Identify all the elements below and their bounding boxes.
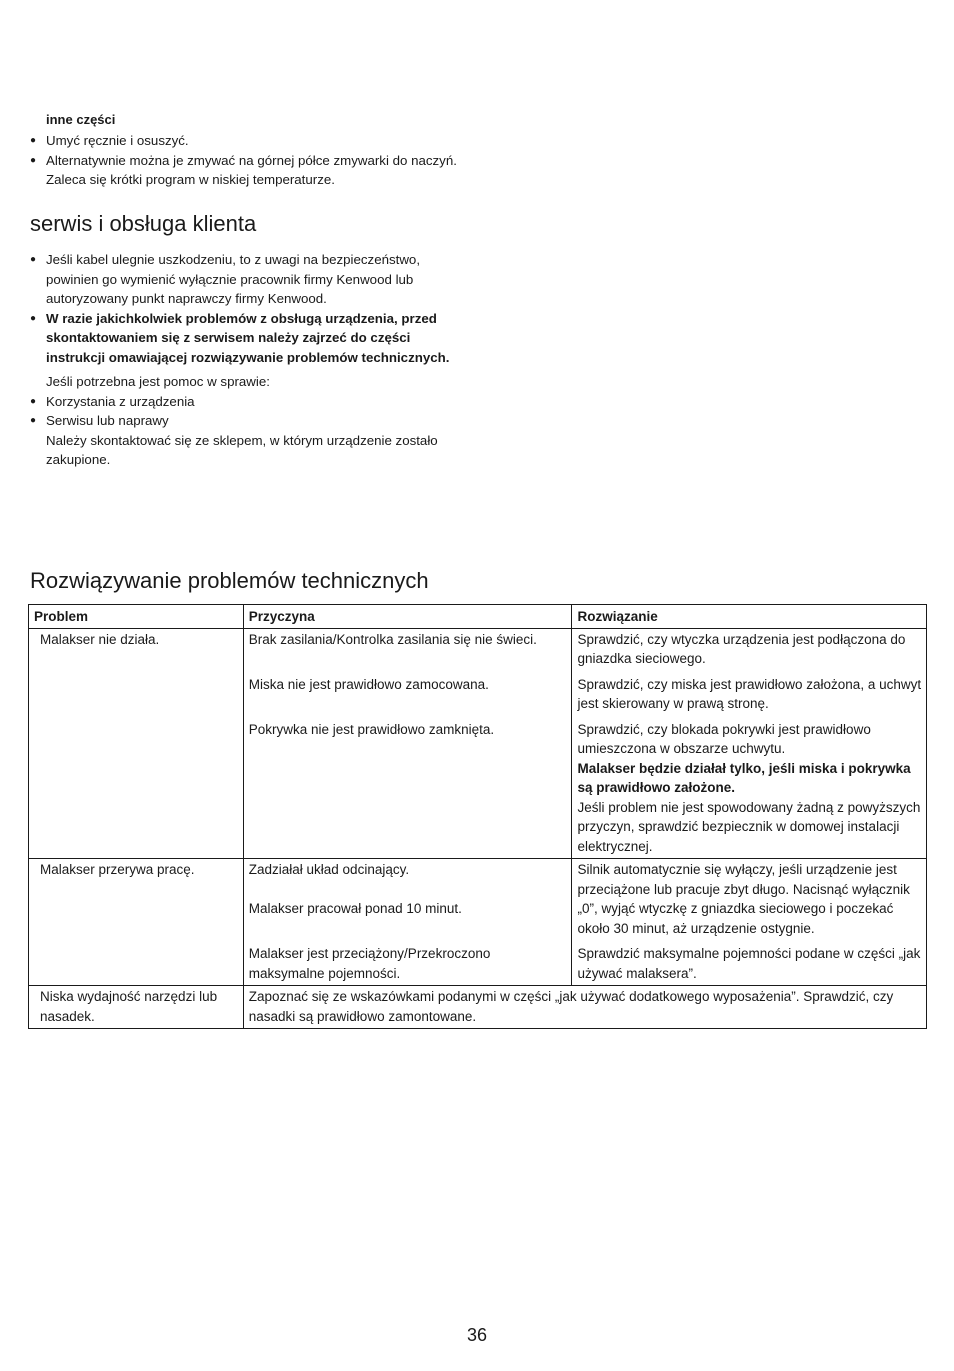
cause-text: Miska nie jest prawidłowo zamocowana. — [248, 676, 489, 692]
cause-cell — [243, 628, 572, 859]
solution-text: Sprawdzić maksymalne pojemności podane w części „jak używać malaksera”. — [577, 946, 921, 981]
solution-warning: Malakser będzie działał tylko, jeśli miska i pokrywka są prawidłowo założone. — [577, 760, 911, 795]
problem-cell: Malakser nie działa. — [29, 628, 244, 859]
solution-text: Silnik automatycznie się wyłączy, jeśli urządzenie jest przeciążone lub pracuje zbyt długo. Nacisnąć wyłącznik „0”, wyjąć wtyczkę z gniazdka sieciowego i poczekać około 30 minut, aż urządzenie ostygnie. — [577, 862, 910, 936]
table-row — [29, 859, 927, 986]
list-item: ● Korzystania z urządzenia — [30, 392, 458, 412]
cause-text: Malakser jest przeciążony/Przekroczono maksymalne pojemności. — [248, 946, 491, 981]
troubleshooting-heading: Rozwiązywanie problemów technicznych — [30, 568, 429, 593]
solution-text: Sprawdzić, czy wtyczka urządzenia jest podłączona do gniazdka sieciowego. — [577, 631, 906, 666]
service-list — [30, 250, 458, 367]
header-solution: Rozwiązanie — [572, 605, 927, 629]
care-list — [30, 131, 460, 190]
solution-cell: Zapoznać się ze wskazówkami podanymi w części „jak używać dodatkowego wyposażenia”. Sprawdzić, czy nasadki są prawidłowo zamontowane. — [243, 986, 926, 1029]
service-heading: serwis i obsługa klienta — [30, 211, 257, 236]
list-item: ● Serwisu lub naprawy — [30, 411, 458, 431]
header-cause: Przyczyna — [243, 605, 572, 629]
table-header-row — [29, 605, 927, 629]
cause-text: Pokrywka nie jest prawidłowo zamknięta. — [248, 721, 495, 737]
solution-text: Sprawdzić, czy miska jest prawidłowo założona, a uchwyt jest skierowany w prawą stronę. — [577, 676, 922, 711]
page-number: 36 — [466, 1325, 488, 1345]
service-bullet-problems: ● W razie jakichkolwiek problemów z obsługą urządzenia, przed skontaktowaniem się z serwisem należy zajrzeć do części instrukcji omawiającej rozwiązywanie problemów technicznych. — [30, 309, 458, 368]
problem-cell: Niska wydajność narzędzi lub nasadek. — [29, 986, 244, 1029]
table-row — [29, 628, 927, 859]
cause-cell — [243, 859, 572, 986]
cause-text: Brak zasilania/Kontrolka zasilania się nie świeci. — [248, 631, 537, 647]
help-closing: Należy skontaktować się ze sklepem, w którym urządzenie zostało zakupione. — [46, 432, 438, 467]
care-subheading: inne części — [46, 112, 116, 127]
problem-cell: Malakser przerywa pracę. — [29, 859, 244, 986]
table-row — [29, 986, 927, 1029]
list-item: ● Umyć ręcznie i osuszyć. — [30, 131, 460, 151]
care-list-container — [30, 131, 460, 190]
solution-text: Sprawdzić, czy blokada pokrywki jest prawidłowo umieszczona w obszarze uchwytu. — [577, 721, 871, 756]
help-intro: Jeśli potrzebna jest pomoc w sprawie: — [46, 374, 270, 389]
cause-text: Malakser pracował ponad 10 minut. — [248, 901, 462, 916]
solution-cell — [572, 859, 927, 986]
solution-cell — [572, 628, 927, 859]
cause-text: Zadziałał układ odcinający. — [248, 862, 410, 877]
service-section — [30, 250, 458, 470]
header-problem: Problem — [29, 605, 244, 629]
help-list — [30, 392, 458, 431]
service-bullet-cable: ● Jeśli kabel ulegnie uszkodzeniu, to z uwagi na bezpieczeństwo, powinien go wymienić wyłącznie pracownik firmy Kenwood lub autoryzowany punkt naprawczy firmy Kenwood. — [30, 250, 458, 309]
solution-text: Jeśli problem nie jest spowodowany żadną z powyższych przyczyn, sprawdzić bezpiecznik w domowej instalacji elektrycznej. — [577, 799, 921, 854]
troubleshooting-table — [28, 604, 927, 1029]
list-item: ● Alternatywnie można je zmywać na górnej półce zmywarki do naczyń. Zaleca się krótki program w niskiej temperaturze. — [30, 151, 460, 190]
